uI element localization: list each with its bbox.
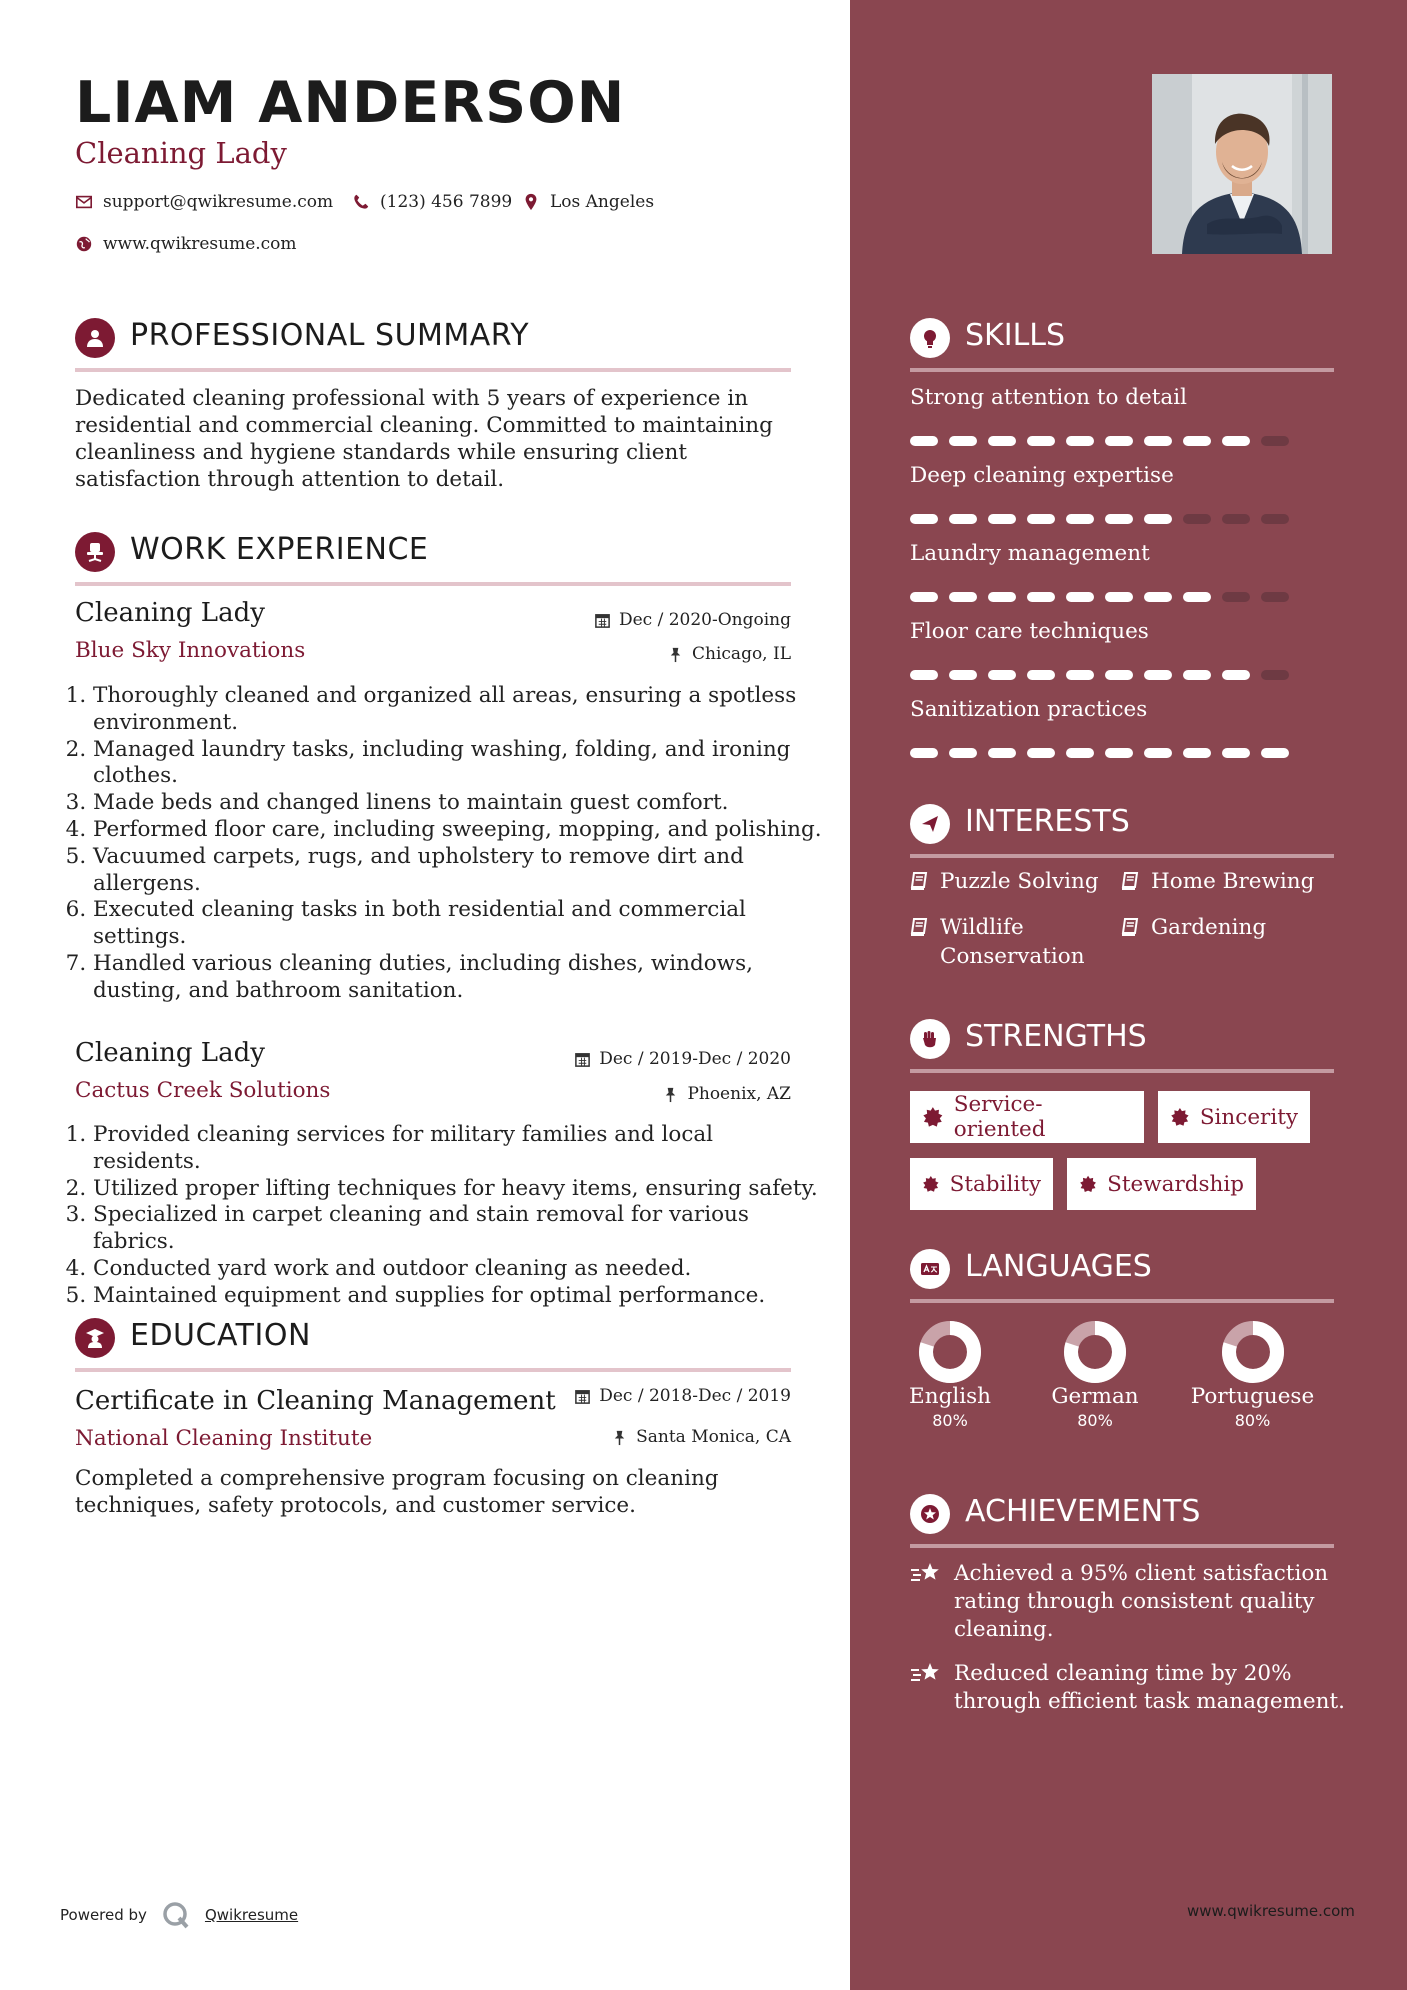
- languages-section-header: [910, 1243, 1334, 1303]
- translate-card-icon: [910, 1249, 950, 1289]
- skill-dash-filled: [949, 514, 977, 524]
- skill-dash-filled: [1144, 748, 1172, 758]
- skill-dash-filled: [988, 670, 1016, 680]
- email-text: support@qwikresume.com: [103, 192, 334, 212]
- seal-icon: [1079, 1173, 1097, 1195]
- candidate-name: LIAM ANDERSON: [75, 70, 626, 136]
- list-item: 5. Maintained equipment and supplies for optimal performance.: [93, 1283, 823, 1310]
- phone-icon: [352, 193, 370, 211]
- book-icon: [910, 917, 930, 937]
- education-title: EDUCATION: [130, 1318, 311, 1353]
- contact-location: [522, 192, 654, 212]
- location-text: Los Angeles: [550, 192, 655, 212]
- brand-link[interactable]: Qwikresume: [204, 1906, 299, 1924]
- skill-dash-filled: [988, 748, 1016, 758]
- skill-dash-empty: [1183, 514, 1211, 524]
- powered-by-label: Powered by: [60, 1906, 147, 1924]
- skill-dash-filled: [1066, 670, 1094, 680]
- skill-dash-filled: [910, 748, 938, 758]
- skill-dash-filled: [949, 592, 977, 602]
- skill-dash-filled: [988, 592, 1016, 602]
- degree-title: Certificate in Cleaning Management: [75, 1386, 556, 1416]
- interests-section-header: [910, 798, 1334, 858]
- skills-title: SKILLS: [965, 318, 1066, 353]
- phone-text: (123) 456 7899: [380, 192, 513, 212]
- job-date: Dec / 2019-Dec / 2020: [391, 1049, 791, 1069]
- skill-dash-filled: [1183, 748, 1211, 758]
- skill-dash-filled: [1027, 436, 1055, 446]
- calendar-icon: [574, 1388, 591, 1405]
- skills-section-header: [910, 312, 1334, 372]
- language-item: [1040, 1320, 1150, 1430]
- skill-dash-empty: [1222, 592, 1250, 602]
- skill-dash-filled: [1144, 514, 1172, 524]
- skill-dash-filled: [1105, 514, 1133, 524]
- language-name: English: [909, 1384, 991, 1409]
- skill-name: Sanitization practices: [910, 697, 1148, 722]
- language-donut: [1063, 1320, 1127, 1384]
- skill-dash-filled: [1105, 670, 1133, 680]
- job-location: Chicago, IL: [391, 644, 791, 664]
- skill-dash-filled: [1105, 748, 1133, 758]
- list-item: 3. Made beds and changed linens to maintain guest comfort.: [93, 790, 823, 817]
- contact-website[interactable]: [75, 234, 297, 254]
- skill-level-bar: [910, 436, 1300, 446]
- language-item: [900, 1320, 1000, 1430]
- pushpin-icon: [662, 1086, 679, 1103]
- section-divider: [910, 854, 1334, 858]
- language-donut: [918, 1320, 982, 1384]
- powered-by: [60, 1900, 298, 1930]
- list-item: 2. Managed laundry tasks, including washing, folding, and ironing clothes.: [93, 737, 823, 791]
- calendar-icon: [574, 1051, 591, 1068]
- office-chair-icon: [75, 532, 115, 572]
- interest-item: Puzzle Solving: [910, 867, 1110, 896]
- language-name: Portuguese: [1190, 1384, 1315, 1409]
- section-divider: [910, 1299, 1334, 1303]
- skill-dash-filled: [988, 514, 1016, 524]
- skill-dash-filled: [949, 748, 977, 758]
- graduate-icon: [75, 1318, 115, 1358]
- skill-dash-filled: [910, 670, 938, 680]
- paper-plane-icon: [910, 804, 950, 844]
- skill-dash-filled: [1222, 670, 1250, 680]
- achievements-section-header: [910, 1488, 1334, 1548]
- achievement-item: Reduced cleaning time by 20% through efficient task management.: [910, 1660, 1350, 1716]
- skill-dash-filled: [1261, 748, 1289, 758]
- job-date: Dec / 2020-Ongoing: [391, 610, 791, 630]
- skill-level-bar: [910, 670, 1300, 680]
- experience-title: WORK EXPERIENCE: [130, 532, 429, 567]
- school-name: National Cleaning Institute: [75, 1426, 373, 1451]
- language-item: [1180, 1320, 1325, 1430]
- skill-dash-filled: [1066, 436, 1094, 446]
- skill-dash-filled: [1027, 592, 1055, 602]
- skill-dash-filled: [1144, 592, 1172, 602]
- job-title: Cleaning Lady: [75, 598, 265, 628]
- skill-dash-filled: [1105, 592, 1133, 602]
- footer-url[interactable]: www.qwikresume.com: [1187, 1902, 1355, 1920]
- pushpin-icon: [667, 646, 684, 663]
- skill-level-bar: [910, 748, 1300, 758]
- website-text: www.qwikresume.com: [103, 234, 297, 254]
- skill-dash-filled: [949, 670, 977, 680]
- skill-dash-filled: [1105, 436, 1133, 446]
- skill-dash-filled: [949, 436, 977, 446]
- section-divider: [75, 1368, 791, 1372]
- skill-dash-empty: [1222, 514, 1250, 524]
- language-level: 80%: [932, 1411, 968, 1430]
- list-item: 6. Executed cleaning tasks in both residential and commercial settings.: [93, 897, 823, 951]
- education-date: Dec / 2018-Dec / 2019: [391, 1386, 791, 1406]
- experience-section-header: [75, 526, 791, 586]
- qwikresume-logo-icon: [161, 1900, 191, 1930]
- interest-item: Wildlife Conservation: [910, 913, 1100, 971]
- skill-dash-filled: [1027, 670, 1055, 680]
- seal-icon: [1170, 1106, 1190, 1128]
- shooting-star-icon: [910, 1560, 942, 1588]
- calendar-icon: [594, 612, 611, 629]
- skill-dash-empty: [1261, 592, 1289, 602]
- skill-dash-filled: [910, 436, 938, 446]
- skill-dash-filled: [1222, 748, 1250, 758]
- list-item: 2. Utilized proper lifting techniques for heavy items, ensuring safety.: [93, 1176, 823, 1203]
- list-item: 5. Vacuumed carpets, rugs, and upholstery to remove dirt and allergens.: [93, 844, 823, 898]
- book-icon: [1121, 917, 1141, 937]
- skill-name: Strong attention to detail: [910, 385, 1187, 410]
- list-item: 7. Handled various cleaning duties, including dishes, windows, dusting, and bathroom sanitation.: [93, 951, 823, 1005]
- skill-dash-filled: [988, 436, 1016, 446]
- job-company: Blue Sky Innovations: [75, 638, 306, 663]
- skill-dash-filled: [1027, 748, 1055, 758]
- strength-badge: Stewardship: [1067, 1158, 1256, 1210]
- language-donut: [1221, 1320, 1285, 1384]
- languages-title: LANGUAGES: [965, 1249, 1152, 1284]
- job-duties-list: [75, 683, 823, 1005]
- education-section-header: [75, 1312, 791, 1372]
- job-company: Cactus Creek Solutions: [75, 1078, 331, 1103]
- list-item: 4. Performed floor care, including sweeping, mopping, and polishing.: [93, 817, 823, 844]
- list-item: 4. Conducted yard work and outdoor cleaning as needed.: [93, 1256, 823, 1283]
- section-divider: [910, 1069, 1334, 1073]
- achievements-title: ACHIEVEMENTS: [965, 1494, 1201, 1529]
- skill-name: Deep cleaning expertise: [910, 463, 1174, 488]
- seal-icon: [922, 1106, 944, 1128]
- strength-badge: Stability: [910, 1158, 1053, 1210]
- candidate-role: Cleaning Lady: [75, 136, 287, 170]
- globe-icon: [75, 235, 93, 253]
- fist-icon: [910, 1019, 950, 1059]
- achievement-item: Achieved a 95% client satisfaction rating through consistent quality cleaning.: [910, 1560, 1350, 1644]
- skill-name: Floor care techniques: [910, 619, 1149, 644]
- job-duties-list: [75, 1122, 823, 1310]
- skill-dash-filled: [1144, 436, 1172, 446]
- language-level: 80%: [1234, 1411, 1271, 1430]
- book-icon: [910, 871, 930, 891]
- skill-dash-filled: [1183, 670, 1211, 680]
- section-divider: [910, 1544, 1334, 1548]
- job-location: Phoenix, AZ: [391, 1084, 791, 1104]
- summary-text: Dedicated cleaning professional with 5 years of experience in residential and commercial cleaning. Committed to maintaining cleanliness and hygiene standards while ensuring client satisfaction through attention to detail.: [75, 386, 773, 492]
- section-divider: [75, 582, 791, 586]
- skill-dash-filled: [1183, 592, 1211, 602]
- section-divider: [75, 368, 791, 372]
- strength-badge: Service-oriented: [910, 1091, 1144, 1143]
- summary-title: PROFESSIONAL SUMMARY: [130, 318, 530, 353]
- education-location: Santa Monica, CA: [391, 1427, 791, 1447]
- skill-dash-empty: [1261, 514, 1289, 524]
- interest-item: Gardening: [1121, 913, 1321, 942]
- skill-dash-empty: [1261, 670, 1289, 680]
- skill-level-bar: [910, 514, 1300, 524]
- skill-level-bar: [910, 592, 1300, 602]
- skill-dash-filled: [1066, 748, 1094, 758]
- skill-dash-filled: [1027, 514, 1055, 524]
- map-pin-icon: [522, 193, 540, 211]
- user-icon: [75, 318, 115, 358]
- strengths-title: STRENGTHS: [965, 1019, 1147, 1054]
- profile-photo: [1152, 74, 1332, 254]
- lightbulb-icon: [910, 318, 950, 358]
- seal-icon: [922, 1173, 940, 1195]
- interest-item: Home Brewing: [1121, 867, 1341, 896]
- star-badge-icon: [910, 1494, 950, 1534]
- language-name: German: [1051, 1384, 1139, 1409]
- job-title: Cleaning Lady: [75, 1038, 265, 1068]
- list-item: 1. Thoroughly cleaned and organized all areas, ensuring a spotless environment.: [93, 683, 823, 737]
- envelope-icon: [75, 193, 93, 211]
- strengths-section-header: [910, 1013, 1334, 1073]
- list-item: 1. Provided cleaning services for military families and local residents.: [93, 1122, 823, 1176]
- contact-email[interactable]: [75, 192, 333, 212]
- book-icon: [1121, 871, 1141, 891]
- section-divider: [910, 368, 1334, 372]
- education-text: Completed a comprehensive program focusing on cleaning techniques, safety protocols, and customer service.: [75, 1466, 719, 1518]
- skill-dash-filled: [1066, 592, 1094, 602]
- pushpin-icon: [611, 1429, 628, 1446]
- skill-dash-filled: [1222, 436, 1250, 446]
- summary-section-header: [75, 312, 791, 372]
- contact-phone[interactable]: [352, 192, 512, 212]
- strength-badge: Sincerity: [1158, 1091, 1310, 1143]
- skill-dash-empty: [1261, 436, 1289, 446]
- skill-name: Laundry management: [910, 541, 1150, 566]
- shooting-star-icon: [910, 1660, 942, 1688]
- interests-title: INTERESTS: [965, 804, 1130, 839]
- skill-dash-filled: [1066, 514, 1094, 524]
- skill-dash-filled: [1183, 436, 1211, 446]
- language-level: 80%: [1077, 1411, 1113, 1430]
- skill-dash-filled: [1144, 670, 1172, 680]
- skill-dash-filled: [910, 592, 938, 602]
- list-item: 3. Specialized in carpet cleaning and stain removal for various fabrics.: [93, 1202, 823, 1256]
- skill-dash-filled: [910, 514, 938, 524]
